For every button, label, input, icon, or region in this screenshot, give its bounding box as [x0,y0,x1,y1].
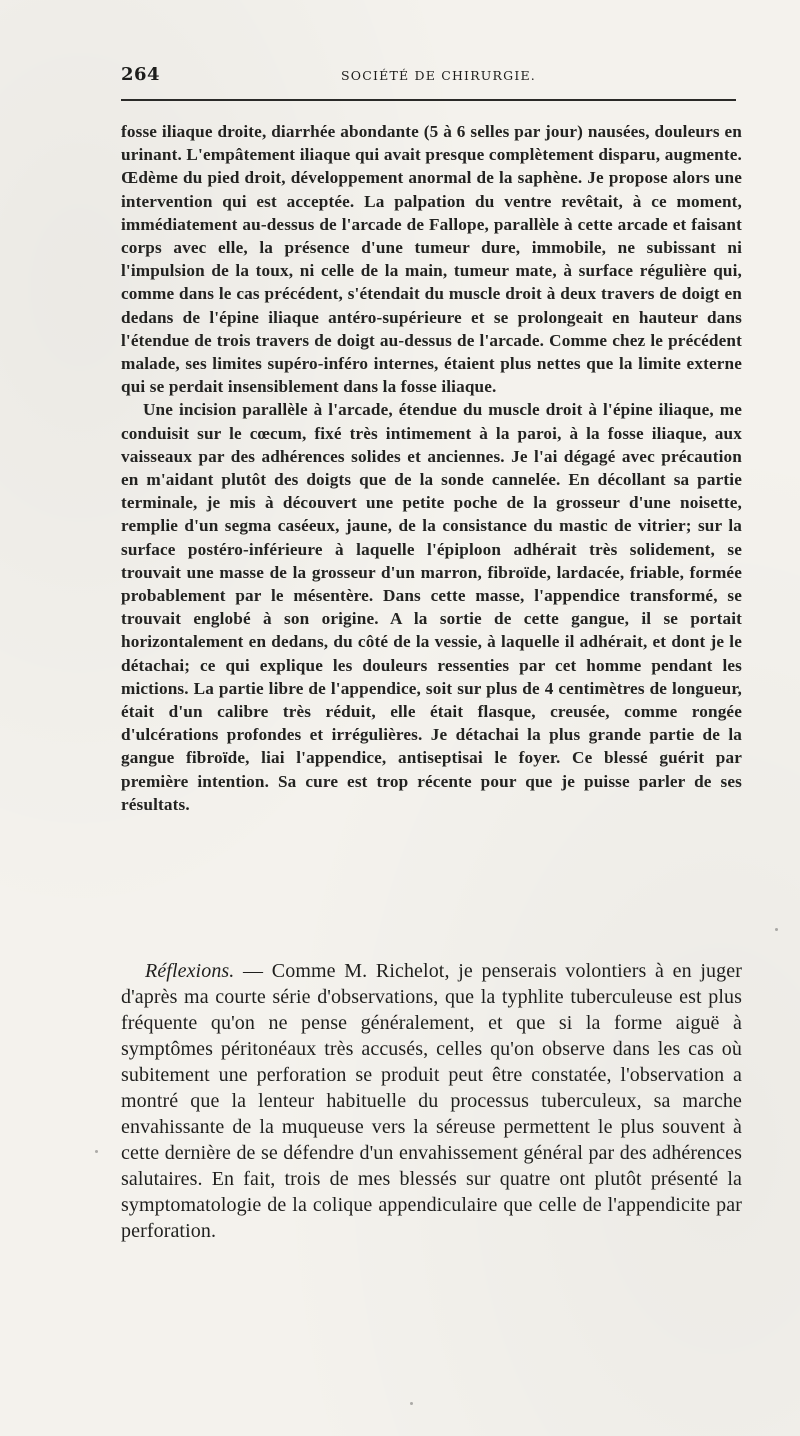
paper-speck [410,1402,413,1405]
header-rule [121,99,736,101]
paper-speck [775,928,778,931]
reflexions-paragraph [121,958,742,1244]
running-head [121,64,736,88]
reflexions-label: Réflexions. [145,960,235,982]
paper-speck [95,1150,98,1153]
paragraph-2: Une incision parallèle à l'arcade, étendue du muscle droit à l'épine iliaque, me conduisit sur le cœcum, fixé très intimement à la paroi, à la fosse iliaque, aux vaisseaux par des adhérences solides et anciennes. Je l'ai dégagé avec précaution en m'aidant plutôt des doigts que de la sonde cannelée. En décollant sa partie terminale, je mis à découvert une petite poche de la grosseur d'une noisette, remplie d'un segma caséeux, jaune, de la consistance du mastic de vitrier; sur la surface postéro-inférieure à laquelle l'épiploon adhérait très solidement, se trouvait une masse de la grosseur d'un marron, fibroïde, lardacée, friable, formée probablement par le mésentère. Dans cette masse, l'appendice transformé, se trouvait englobé à son origine. A la sortie de cette gangue, il se portait horizontalement en dedans, du côté de la vessie, à laquelle il adhérait, et dont je le détachai; ce qui explique les douleurs ressenties par cet homme pendant les mictions. La partie libre de l'appendice, soit sur plus de 4 centimètres de longueur, était d'un calibre très réduit, elle était flasque, creusée, comme rongée d'ulcérations profondes et irrégulières. Je détachai la plus grande partie de la gangue fibroïde, liai l'appendice, antiseptisai le foyer. Ce blessé guérit par première intention. Sa cure est trop récente pour que je puisse parler de ses résultats. [121,400,742,814]
paragraph-1: fosse iliaque droite, diarrhée abondante (5 à 6 selles par jour) nausées, douleurs en urinant. L'empâtement iliaque qui avait presque complètement disparu, augmente. Œdème du pied droit, développement anormal de la saphène. Je propose alors une intervention qui est acceptée. La palpation du ventre revêtait, à ce moment, immédiatement au-dessus de l'arcade de Fallope, parallèle à cette arcade et faisant corps avec elle, la présence d'une tumeur dure, immobile, ne subissant ni l'impulsion de la toux, ni celle de la main, tumeur mate, à surface régulière qui, comme dans le cas précédent, s'étendait du muscle droit à deux travers de doigt en dedans de l'épine iliaque antéro-supérieure et se prolongeait en hauteur dans l'étendue de trois travers de doigt au-dessus de l'arcade. Comme chez le précédent malade, ses limites supéro-inféro internes, étaient plus nettes que la limite externe qui se perdait insensiblement dans la fosse iliaque. [121,122,742,397]
journal-title: SOCIÉTÉ DE CHIRURGIE. [341,68,536,83]
reflexions-text: — Comme M. Richelot, je penserais volontiers à en juger d'après ma courte série d'observations, que la typhlite tuberculeuse est plus fréquente qu'on ne pense généralement, et que si la forme aiguë à symptômes péritonéaux très accusés, celles qu'on observe dans les cas où subitement une perforation se produit peut être constatée, l'observation a montré que la lenteur habituelle du processus tuberculeux, sa marche envahissante de la muqueuse vers la séreuse permettent le plus souvent à cette dernière de se défendre d'un envahissement général par des adhérences salutaires. En fait, trois de mes blessés sur quatre ont plutôt présenté la symptomatologie de la colique appendiculaire que celle de l'appendicite par perforation. [121,960,742,1242]
page-number: 264 [121,64,161,85]
observation-text [121,120,742,816]
